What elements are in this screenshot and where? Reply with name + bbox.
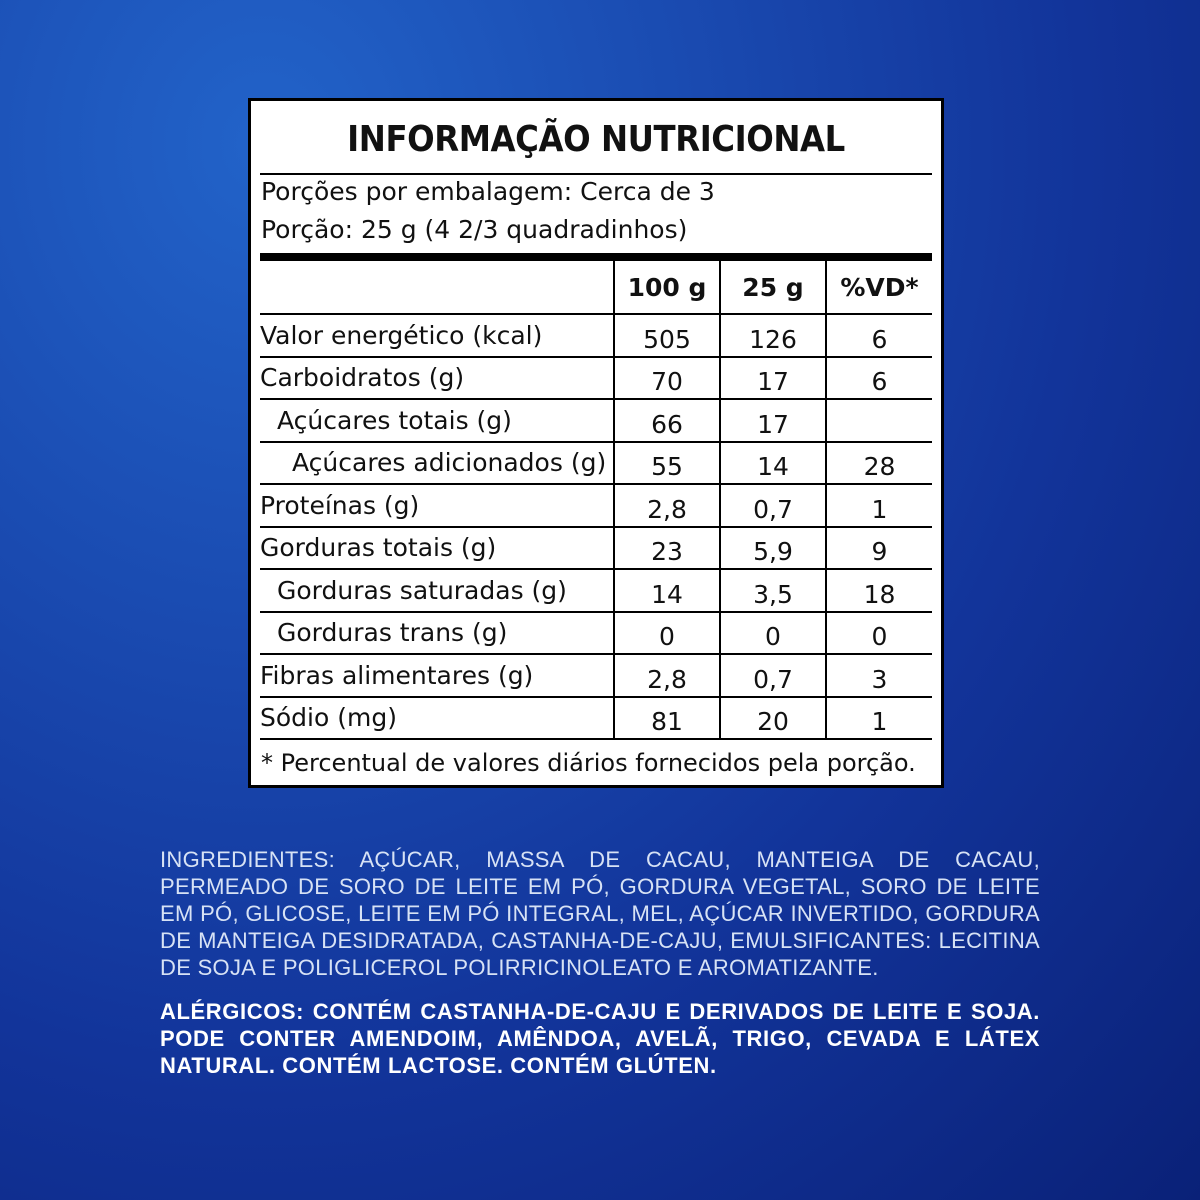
serving-size: Porção: 25 g (4 2/3 quadradinhos) xyxy=(261,215,688,244)
value-25g: 0,7 xyxy=(720,484,826,527)
column-header-nutrient xyxy=(260,261,614,314)
value-100g: 55 xyxy=(614,442,720,485)
nutrient-name: Sódio (mg) xyxy=(260,697,614,740)
value-100g: 23 xyxy=(614,527,720,570)
value-100g: 0 xyxy=(614,612,720,655)
nutrition-title: INFORMAÇÃO NUTRICIONAL xyxy=(347,119,845,160)
table-header-row xyxy=(260,261,932,314)
value-vd: 3 xyxy=(826,654,932,697)
table-row xyxy=(260,442,932,485)
table-row xyxy=(260,569,932,612)
value-vd: 28 xyxy=(826,442,932,485)
column-header-vd: %VD* xyxy=(826,261,932,314)
value-vd: 6 xyxy=(826,357,932,400)
value-100g: 66 xyxy=(614,399,720,442)
table-row xyxy=(260,697,932,740)
nutrient-name: Gorduras trans (g) xyxy=(260,612,614,655)
value-25g: 3,5 xyxy=(720,569,826,612)
value-25g: 0 xyxy=(720,612,826,655)
table-row xyxy=(260,654,932,697)
column-header-25g: 25 g xyxy=(720,261,826,314)
nutrient-name: Proteínas (g) xyxy=(260,484,614,527)
nutrition-table xyxy=(260,261,932,740)
value-25g: 14 xyxy=(720,442,826,485)
table-row xyxy=(260,527,932,570)
value-25g: 5,9 xyxy=(720,527,826,570)
table-row xyxy=(260,612,932,655)
ingredients-text: INGREDIENTES: AÇÚCAR, MASSA DE CACAU, MANTEIGA DE CACAU, PERMEADO DE SORO DE LEITE EM PÓ, GORDURA VEGETAL, SORO DE LEITE EM PÓ, GLICOSE, LEITE EM PÓ INTEGRAL, MEL, AÇÚCAR INVERTIDO, GORDURA DE MANTEIGA DESIDRATADA, CASTANHA-DE-CAJU, EMULSIFICANTES: LECITINA DE SOJA E POLIGLICEROL POLIRRICINOLEATO E AROMATIZANTE. xyxy=(160,847,1040,980)
table-row xyxy=(260,399,932,442)
nutrient-name: Açúcares adicionados (g) xyxy=(260,442,614,485)
value-25g: 20 xyxy=(720,697,826,740)
thick-divider xyxy=(260,253,932,261)
title-divider xyxy=(260,173,932,175)
value-25g: 17 xyxy=(720,357,826,400)
value-vd: 9 xyxy=(826,527,932,570)
value-100g: 70 xyxy=(614,357,720,400)
value-100g: 2,8 xyxy=(614,654,720,697)
value-100g: 14 xyxy=(614,569,720,612)
nutrient-name: Gorduras saturadas (g) xyxy=(260,569,614,612)
table-row xyxy=(260,314,932,357)
nutrient-name: Fibras alimentares (g) xyxy=(260,654,614,697)
value-25g: 17 xyxy=(720,399,826,442)
allergens-text: ALÉRGICOS: CONTÉM CASTANHA-DE-CAJU E DERIVADOS DE LEITE E SOJA. PODE CONTER AMENDOIM, AMÊNDOA, AVELÃ, TRIGO, CEVADA E LÁTEX NATURAL. CONTÉM LACTOSE. CONTÉM GLÚTEN. xyxy=(160,999,1040,1078)
table-row xyxy=(260,357,932,400)
nutrition-facts-label xyxy=(248,98,944,788)
value-vd: 18 xyxy=(826,569,932,612)
value-vd: 0 xyxy=(826,612,932,655)
nutrient-name: Gorduras totais (g) xyxy=(260,527,614,570)
value-100g: 2,8 xyxy=(614,484,720,527)
servings-per-package: Porções por embalagem: Cerca de 3 xyxy=(261,177,715,206)
value-vd xyxy=(826,399,932,442)
nutrient-name: Carboidratos (g) xyxy=(260,357,614,400)
table-row xyxy=(260,484,932,527)
value-vd: 1 xyxy=(826,484,932,527)
value-100g: 505 xyxy=(614,314,720,357)
nutrient-name: Açúcares totais (g) xyxy=(260,399,614,442)
value-25g: 0,7 xyxy=(720,654,826,697)
nutrient-name: Valor energético (kcal) xyxy=(260,314,614,357)
column-header-100g: 100 g xyxy=(614,261,720,314)
value-vd: 1 xyxy=(826,697,932,740)
daily-value-footnote: * Percentual de valores diários fornecidos pela porção. xyxy=(261,749,916,777)
value-25g: 126 xyxy=(720,314,826,357)
value-100g: 81 xyxy=(614,697,720,740)
value-vd: 6 xyxy=(826,314,932,357)
